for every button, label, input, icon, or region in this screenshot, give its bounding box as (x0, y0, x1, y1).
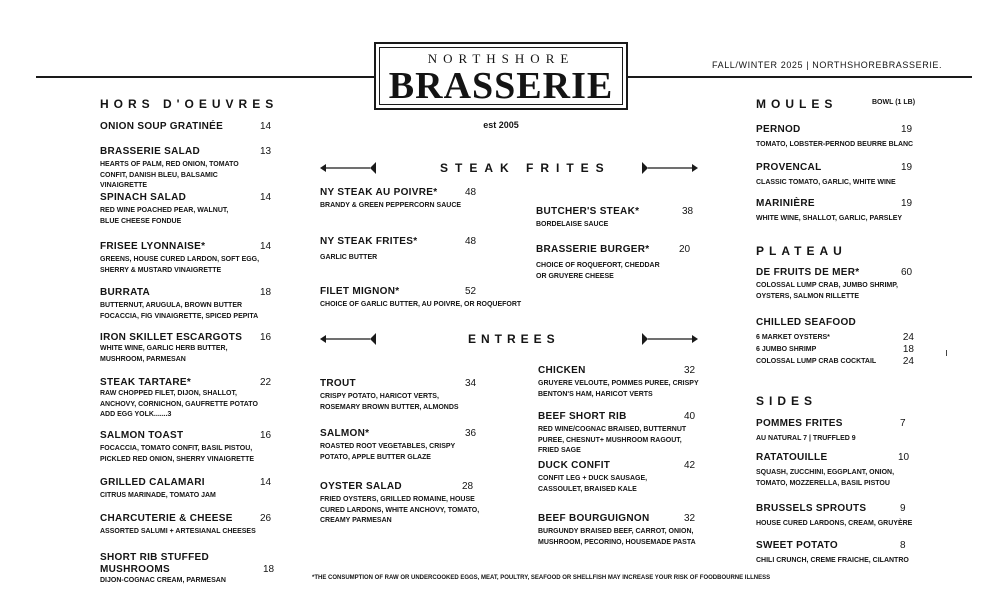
item-name: DUCK CONFIT (538, 460, 611, 471)
item-description: RAW CHOPPED FILET, DIJON, SHALLOT, ANCHOVY, CORNICHON, GAUFRETTE POTATO ADD EGG YOLK.......3 (100, 390, 258, 418)
list-item-label: COLOSSAL LUMP CRAB COCKTAIL (756, 358, 877, 365)
menu-item (538, 365, 708, 400)
logo (374, 42, 628, 110)
item-price: 42 (684, 460, 696, 471)
item-name: CHILLED SEAFOOD (756, 317, 857, 328)
section-heading-plateau: PLATEAU (756, 244, 847, 258)
menu-item (756, 198, 926, 225)
item-price: 20 (679, 244, 691, 255)
item-price: 34 (465, 378, 477, 389)
item-description: CLASSIC TOMATO, GARLIC, WHITE WINE (756, 179, 896, 186)
item-name: NY STEAK FRITES* (320, 236, 418, 247)
header-rule-right (628, 76, 972, 78)
item-name: BURRATA (100, 287, 151, 298)
item-name: GRILLED CALAMARI (100, 477, 205, 488)
item-name: CHARCUTERIE & CHEESE (100, 513, 233, 524)
item-price: 18 (260, 287, 272, 298)
item-name: BRASSERIE BURGER* (536, 244, 650, 255)
item-description: ASSORTED SALUMI + ARTESIANAL CHEESES (100, 528, 256, 535)
menu-item (538, 460, 708, 495)
chilled-seafood (756, 317, 926, 368)
item-name: SALMON TOAST (100, 430, 184, 441)
item-description: FRIED OYSTERS, GRILLED ROMAINE, HOUSE CURED LARDONS, WHITE ANCHOVY, TOMATO, CREAMY PARMESAN (320, 496, 480, 524)
item-name: PROVENCAL (756, 162, 822, 173)
item-name: SWEET POTATO (756, 540, 838, 551)
menu-item (538, 411, 708, 457)
item-description: GARLIC BUTTER (320, 254, 378, 261)
item-price: 19 (901, 198, 913, 209)
menu-item (756, 503, 926, 530)
list-item-price: 24 (902, 332, 914, 343)
item-price: 10 (898, 452, 910, 463)
item-name: BRUSSELS SPROUTS (756, 503, 867, 514)
menu-item (320, 378, 520, 413)
section-heading-moules: MOULES (756, 97, 838, 111)
item-name: POMMES FRITES (756, 418, 843, 429)
item-name: OYSTER SALAD (320, 481, 402, 492)
item-price: 32 (684, 365, 696, 376)
item-price: 60 (901, 267, 913, 278)
item-name: SALMON* (320, 428, 370, 439)
menu-item (538, 513, 708, 548)
item-price: 22 (260, 377, 272, 388)
item-name: FILET MIGNON* (320, 286, 400, 297)
item-description: BURGUNDY BRAISED BEEF, CARROT, ONION, MUSHROOM, PECORINO, HOUSEMADE PASTA (538, 528, 696, 546)
item-name: SPINACH SALAD (100, 192, 187, 203)
established-year: est 2005 (483, 120, 519, 130)
header-rule-left (36, 76, 374, 78)
menu-item (320, 428, 520, 463)
item-description: CHOICE OF ROQUEFORT, CHEDDAR OR GRUYERE CHEESE (536, 262, 660, 280)
logo-subtitle: NORTHSHORE (427, 51, 575, 66)
item-description: TOMATO, LOBSTER-PERNOD BEURRE BLANC (756, 141, 914, 148)
menu-item (320, 286, 520, 311)
item-price: 14 (260, 121, 272, 132)
item-name: CHICKEN (538, 365, 586, 376)
item-price: 32 (684, 513, 696, 524)
menu-item (320, 236, 520, 264)
item-description: WHITE WINE, GARLIC HERB BUTTER, MUSHROOM, PARMESAN (100, 345, 228, 363)
menu-item (536, 244, 706, 282)
item-name: BUTCHER'S STEAK* (536, 206, 640, 217)
section-heading-sides: SIDES (756, 394, 818, 408)
menu-item (756, 162, 926, 189)
item-price: 38 (682, 206, 694, 217)
item-price: 18 (263, 564, 275, 575)
menu-item (756, 452, 926, 489)
item-description: HEARTS OF PALM, RED ONION, TOMATO CONFIT, DANISH BLEU, BALSAMIC VINAIGRETTE (100, 161, 239, 189)
item-description: RED WINE/COGNAC BRAISED, BUTTERNUT PUREE, CHESNUT+ MUSHROOM RAGOUT, FRIED SAGE (538, 426, 687, 454)
list-item-price: 24 (902, 356, 914, 367)
menu-item (320, 481, 520, 527)
item-description: HOUSE CURED LARDONS, CREAM, GRUYÈRE (756, 520, 913, 527)
chilled-seafood-list (756, 332, 914, 368)
item-description: BRANDY & GREEN PEPPERCORN SAUCE (320, 202, 462, 209)
ornament-right-steak (642, 161, 698, 175)
menu-item (100, 552, 362, 587)
item-description: RED WINE POACHED PEAR, WALNUT, BLUE CHEESE FONDUE (100, 207, 229, 225)
item-price: 13 (260, 146, 272, 157)
item-name: BRASSERIE SALAD (100, 146, 201, 157)
item-name: TROUT (320, 378, 356, 389)
list-item-label: 6 JUMBO SHRIMP (756, 346, 817, 353)
list-item (756, 332, 914, 344)
item-price: 16 (260, 430, 272, 441)
list-item-price: 18 (902, 344, 914, 355)
item-description: ROASTED ROOT VEGETABLES, CRISPY POTATO, APPLE BUTTER GLAZE (320, 443, 456, 461)
item-description: CONFIT LEG + DUCK SAUSAGE, CASSOULET, BRAISED KALE (538, 475, 648, 493)
raw-food-disclaimer: *THE CONSUMPTION OF RAW OR UNDERCOOKED EGGS, MEAT, POULTRY, SEAFOOD OR SHELLFISH MAY INCREASE YOUR RISK OF FOODBOURNE ILLNESS (312, 575, 771, 581)
menu-item (536, 206, 706, 231)
item-price: 16 (260, 332, 272, 343)
menu-item (756, 267, 926, 302)
item-name: DE FRUITS DE MER* (756, 267, 860, 278)
logo-title: BRASSERIE (388, 65, 614, 107)
item-description: DIJON-COGNAC CREAM, PARMESAN (100, 577, 226, 584)
item-price: 14 (260, 192, 272, 203)
item-name: BEEF SHORT RIB (538, 411, 627, 422)
item-description: WHITE WINE, SHALLOT, GARLIC, PARSLEY (756, 215, 903, 222)
section-heading-entrees: ENTREES (468, 332, 560, 346)
item-description: BUTTERNUT, ARUGULA, BROWN BUTTER FOCACCIA, FIG VINAIGRETTE, SPICED PEPITA (100, 302, 259, 320)
item-name: ONION SOUP GRATINÉE (100, 121, 224, 132)
item-description: CHILI CRUNCH, CREME FRAICHE, CILANTRO (756, 557, 909, 564)
section-heading-steak-frites: STEAK FRITES (440, 161, 611, 175)
item-price: 28 (462, 481, 474, 492)
ornament-left-steak (320, 161, 376, 175)
item-price: 26 (260, 513, 272, 524)
menu-item (756, 124, 926, 151)
menu-item (756, 540, 926, 567)
item-price: 52 (465, 286, 477, 297)
season-label: FALL/WINTER 2025 | NORTHSHOREBRASSERIE. (712, 60, 943, 70)
item-name: NY STEAK AU POIVRE* (320, 187, 438, 198)
item-price: 14 (260, 241, 272, 252)
item-description: GRUYERE VELOUTE, POMMES PUREE, CRISPY BENTON'S HAM, HARICOT VERTS (538, 380, 699, 398)
item-price: 40 (684, 411, 696, 422)
item-name: IRON SKILLET ESCARGOTS (100, 332, 243, 343)
item-description: SQUASH, ZUCCHINI, EGGPLANT, ONION, TOMATO, MOZZERELLA, BASIL PISTOU (756, 469, 895, 487)
item-description: FOCACCIA, TOMATO CONFIT, BASIL PISTOU, PICKLED RED ONION, SHERRY VINAIGRETTE (100, 445, 255, 463)
ornament-right-entrees (642, 332, 698, 346)
item-name: PERNOD (756, 124, 801, 135)
list-item-label: 6 MARKET OYSTERS* (756, 334, 830, 341)
menu-item (756, 418, 926, 445)
item-price: 36 (465, 428, 477, 439)
item-description: GREENS, HOUSE CURED LARDON, SOFT EGG, SHERRY & MUSTARD VINAIGRETTE (100, 256, 260, 274)
ornament-left-entrees (320, 332, 376, 346)
bowl-size-label: BOWL (1 LB) (872, 99, 916, 106)
menu-item (100, 121, 362, 133)
list-item (756, 344, 914, 356)
item-name: STEAK TARTARE* (100, 377, 192, 388)
item-description: CITRUS MARINADE, TOMATO JAM (100, 492, 216, 499)
item-price: 9 (900, 503, 906, 514)
item-price: 7 (900, 418, 906, 429)
item-name: BEEF BOURGUIGNON (538, 513, 650, 524)
item-price: 14 (260, 477, 272, 488)
list-item (756, 356, 914, 368)
item-description: BORDELAISE SAUCE (536, 221, 609, 228)
item-price: 19 (901, 162, 913, 173)
item-name: SHORT RIB STUFFED MUSHROOMS (100, 552, 209, 575)
item-name: RATATOUILLE (756, 452, 828, 463)
item-price: 48 (465, 187, 477, 198)
item-name: MARINIÈRE (756, 198, 815, 209)
item-description: COLOSSAL LUMP CRAB, JUMBO SHRIMP, OYSTERS, SALMON RILLETTE (756, 282, 898, 300)
item-description: CRISPY POTATO, HARICOT VERTS, ROSEMARY BROWN BUTTER, ALMONDS (320, 393, 459, 411)
section-heading-hors-doeuvres: HORS D'OEUVRES (100, 97, 279, 111)
menu-item (320, 187, 520, 212)
item-price: 19 (901, 124, 913, 135)
item-price: 48 (465, 236, 477, 247)
item-name: FRISEE LYONNAISE* (100, 241, 206, 252)
item-description: AU NATURAL 7 | TRUFFLED 9 (756, 435, 856, 442)
item-description: CHOICE OF GARLIC BUTTER, AU POIVRE, OR ROQUEFORT (320, 301, 522, 308)
item-price: 8 (900, 540, 906, 551)
margin-mark (946, 350, 947, 356)
